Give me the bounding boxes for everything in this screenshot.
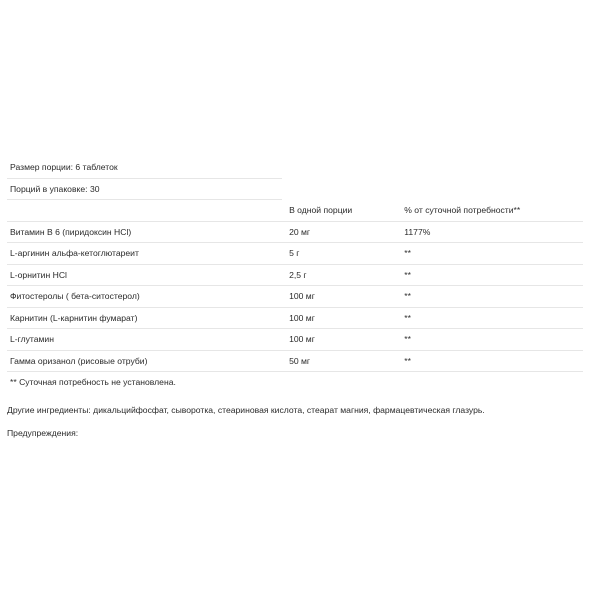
servings-per-container-row: [7, 179, 282, 201]
ingredient-daily-value: **: [404, 269, 411, 280]
ingredient-amount: 5 г: [289, 248, 300, 259]
ingredient-daily-value: **: [404, 334, 411, 345]
table-row: [7, 351, 583, 373]
ingredient-daily-value: 1177%: [404, 226, 431, 237]
header-per-serving: В одной порции: [289, 205, 353, 216]
ingredient-name: Карнитин (L-карнитин фумарат): [10, 312, 138, 323]
ingredient-daily-value: **: [404, 291, 411, 302]
ingredient-name: L-глутамин: [10, 334, 54, 345]
table-row: [7, 265, 583, 287]
ingredient-amount: 20 мг: [289, 226, 311, 237]
ingredient-name: Фитостеролы ( бета-ситостерол): [10, 291, 140, 302]
ingredient-name: L-орнитин HCl: [10, 269, 67, 280]
warnings-heading: Предупреждения:: [7, 428, 79, 438]
ingredient-name: L-аргинин альфа-кетоглютареит: [10, 248, 139, 259]
supplement-facts-table: [7, 157, 583, 372]
ingredient-name: Витамин B 6 (пиридоксин HCl): [10, 226, 132, 237]
table-row: [7, 286, 583, 308]
serving-size: Размер порции: 6 таблеток: [10, 162, 118, 173]
daily-value-footnote: ** Суточная потребность не установлена.: [10, 377, 176, 387]
ingredient-daily-value: **: [404, 312, 411, 323]
table-row: [7, 243, 583, 265]
ingredient-amount: 100 мг: [289, 291, 315, 302]
ingredient-daily-value: **: [404, 355, 411, 366]
servings-per-container: Порций в упаковке: 30: [10, 183, 100, 194]
ingredient-amount: 50 мг: [289, 355, 311, 366]
table-row: [7, 329, 583, 351]
ingredient-amount: 100 мг: [289, 334, 315, 345]
table-row: [7, 222, 583, 244]
ingredient-amount: 2,5 г: [289, 269, 307, 280]
ingredient-daily-value: **: [404, 248, 411, 259]
ingredient-amount: 100 мг: [289, 312, 315, 323]
other-ingredients: Другие ингредиенты: дикальцийфосфат, сыворотка, стеариновая кислота, стеарат магния, фармацевтическая глазурь.: [7, 405, 485, 415]
ingredient-name: Гамма оризанол (рисовые отруби): [10, 355, 148, 366]
table-header-row: [7, 200, 583, 222]
header-daily-value: % от суточной потребности**: [404, 205, 521, 216]
table-row: [7, 308, 583, 330]
serving-size-row: [7, 157, 282, 179]
